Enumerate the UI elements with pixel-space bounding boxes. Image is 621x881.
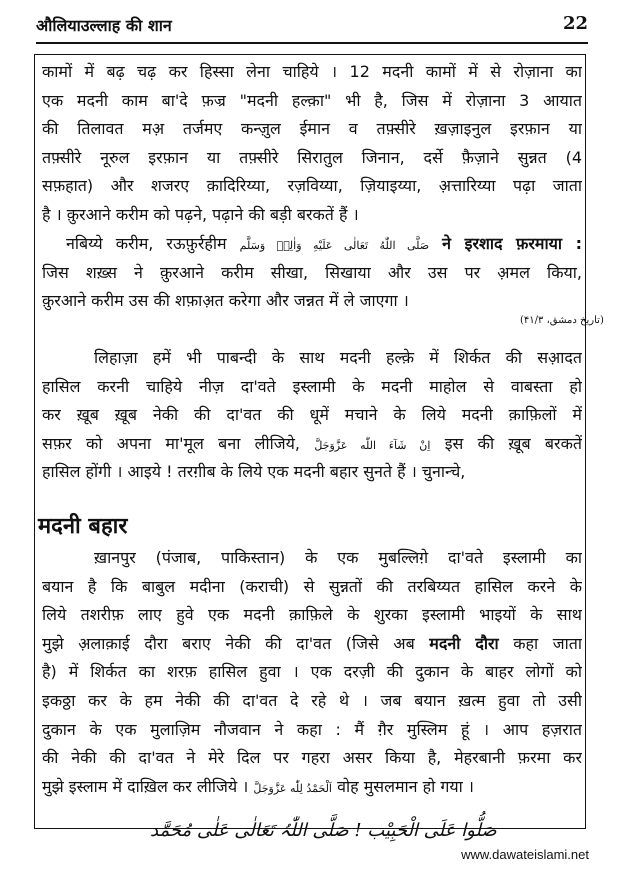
paragraph-1 (42, 58, 582, 230)
text-line: जिस शख़्स ने क़ुरआने करीम सीखा, सिखाया और उस पर अ़मल किया, (42, 262, 582, 282)
text-segment: इस की ख़ूब बरकतें (444, 433, 582, 453)
text-line: हासिल होंगी । आइये ! तरग़ीब के लिये एक मदनी बहार सुनते हैं । चुनान्चे, (42, 462, 466, 482)
text-line: लिये तशरीफ़ लाए हुवे एक मदनी क़ाफ़िले के शुरका इस्लामी भाइयों के साथ (42, 605, 582, 625)
text-line (42, 773, 582, 802)
text-segment: वोह मुसलमान हो गया । (337, 776, 474, 796)
text-line: एक मदनी काम बा'दे फ़ज्र "मदनी हल्क़ा" भी है, जिस में रोज़ाना 3 आयात (42, 90, 582, 110)
bold-term: मदनी दौरा (429, 633, 499, 653)
text-segment: नबिय्ये करीम, रऊफ़ुर्रहीम (66, 234, 227, 253)
paragraph-4 (42, 544, 582, 801)
book-title: औलियाउल्लाह की शान (36, 16, 172, 35)
text-line: दुकान के एक मुलाज़िम नौजवान ने कहा : मैं ग़ैर मुस्लिम हूं । आप हज़रात (42, 719, 582, 739)
page-number: 22 (562, 13, 588, 34)
text-line (42, 630, 582, 659)
text-line: लिहाज़ा हमें भी पाबन्दी के साथ मदनी हल्के़ में शिर्कत की सआ़दत (94, 348, 582, 367)
text-line: हासिल करनी चाहिये नीज़ दा'वते इस्लामी के मदनी माहोल से वाबस्ता हो (42, 376, 582, 396)
salawat-calligraphy: صَلُّوا عَلَی الْحَبِیْب ! صَلَّی اللّٰہُ تَعَالٰی عَلٰی مُحَمَّد (150, 820, 497, 841)
header-rule (36, 42, 588, 44)
text-line: कामों में बढ़ चढ़ कर हिस्सा लेना चाहिये । 12 मदनी कामों में से रोज़ाना का (42, 62, 582, 81)
text-line: कर ख़ूब ख़ूब नेकी की दा'वत की धूमें मचाने के लिये मदनी क़ाफ़िलों में (42, 405, 582, 425)
text-line (42, 430, 582, 459)
arabic-honorific: صَلَّى اللّٰهُ تَعَالٰی عَلَيْهِ وَاٰلِهٖ وَسَلَّم (239, 239, 430, 252)
text-segment: मुझे अ़लाक़ाई दौरा बराए नेकी की दा'वत (जिसे अब (42, 633, 415, 653)
text-line: है) में शिर्कत का शरफ़ हासिल हुवा । एक दरज़ी की दुकान के बाहर लोगों को (42, 662, 582, 682)
text-line: तफ़्सीरे नूरुल इरफ़ान या तफ़्सीरे सिरातुल जिनान, दर्से फ़ैज़ाने सुन्नत (4 (42, 147, 582, 167)
arabic-phrase: اَلْحَمْدُ لِلّٰه عَزَّوَجَلَّ (253, 781, 332, 795)
text-segment: सफ़र को अपना मा'मूल बना लीजिये, (42, 433, 301, 453)
text-line: बयान है कि बाबुल मदीना (कराची) से सुन्नतों की तरबिय्यत हासिल करने के (42, 576, 582, 596)
section-heading: मदनी बहार (38, 514, 128, 539)
text-segment: मुझे इस्लाम में दाख़िल कर लीजिये । (42, 776, 249, 796)
text-line (42, 230, 582, 259)
text-line: है । क़ुरआने करीम को पढ़ने, पढ़ाने की बड़ी बरकतें हैं । (42, 204, 359, 224)
text-segment: कहा जाता (513, 633, 582, 653)
arabic-phrase: اِنْ شَآءَ اللّٰه عَزَّوَجَلَّ (314, 438, 431, 452)
reference-citation: (تاریخ دمشق، ۴۱/۳) (520, 315, 604, 326)
text-line: सफ़हात) और शजरए क़ादिरिय्या, रज़विय्या, ज़ियाइय्या, अ़त्तारिय्या पढ़ा जाता (42, 176, 582, 196)
text-line: ख़ानपुर (पंजाब, पाकिस्तान) के एक मुबल्लिग़े दा'वते इस्लामी का (94, 548, 582, 567)
text-line: की नेकी की दा'वत ने मेरे दिल पर गहरा असर किया है, मेहरबानी फ़रमा कर (42, 748, 582, 768)
paragraph-3 (42, 344, 582, 487)
website-link[interactable]: www.dawateislami.net (461, 847, 589, 862)
paragraph-2 (42, 230, 582, 316)
text-line: क़ुरआने करीम उस की शफ़ाअ़त करेगा और जन्नत में ले जाएगा । (42, 291, 409, 311)
text-segment: ने इरशाद फ़रमाया : (442, 234, 582, 253)
text-line: इकठ्ठा कर के हम नेकी की दा'वत दे रहे थे । जब बयान ख़त्म हुवा तो उसी (42, 690, 582, 710)
text-line: की तिलावत मअ़ तर्जमए कन्ज़ुल ईमान व तफ़्सीरे ख़ज़ाइनुल इरफ़ान या (42, 119, 582, 139)
page-header (36, 14, 588, 40)
